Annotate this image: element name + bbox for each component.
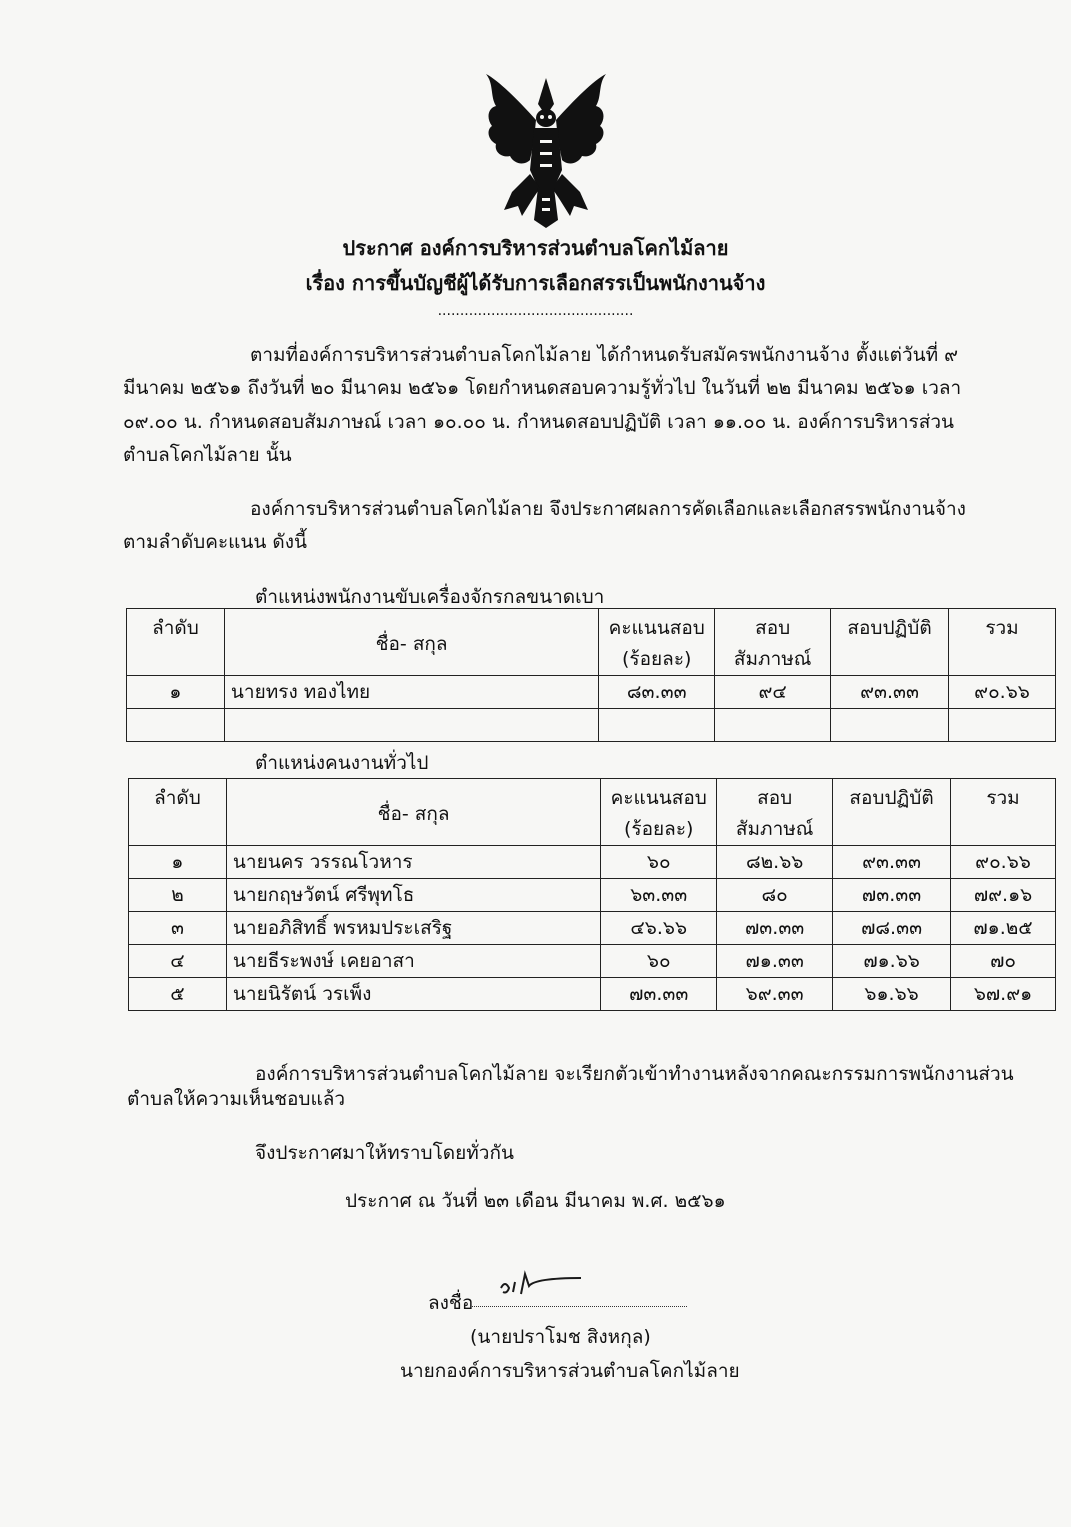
header-practical: สอบปฏิบัติ xyxy=(833,779,951,846)
score-table-2 xyxy=(128,778,1056,1011)
row-total: ๗๑.๒๕ xyxy=(951,912,1056,945)
row-practical: ๙๓.๓๓ xyxy=(831,676,949,709)
row-total: ๙๐.๖๖ xyxy=(951,846,1056,879)
row-interview: ๖๙.๓๓ xyxy=(717,978,833,1011)
row-practical: ๗๘.๓๓ xyxy=(833,912,951,945)
para1-line2: มีนาคม ๒๕๖๑ ถึงวันที่ ๒๐ มีนาคม ๒๕๖๑ โดยกำหนดสอบความรู้ทั่วไป ในวันที่ ๒๒ มีนาคม ๒๕๖๑ เวลา xyxy=(123,377,962,399)
sign-label: ลงชื่อ xyxy=(428,1292,474,1314)
row-order: ๔ xyxy=(129,945,227,978)
row-interview: ๘๒.๖๖ xyxy=(717,846,833,879)
header-total: รวม xyxy=(949,609,1056,676)
row-name: นายนคร วรรณโวหาร xyxy=(226,846,600,879)
table-row xyxy=(129,912,1056,945)
row-exam: ๔๖.๖๖ xyxy=(601,912,717,945)
para2-line1: องค์การบริหารส่วนตำบลโคกไม้ลาย จึงประกาศผลการคัดเลือกและเลือกสรรพนักงานจ้าง xyxy=(250,498,966,520)
row-exam: ๘๓.๓๓ xyxy=(599,676,715,709)
header-order: ลำดับ xyxy=(127,609,225,676)
row-name: นายอภิสิทธิ์ พรหมประเสริฐ xyxy=(226,912,600,945)
row-interview xyxy=(715,709,831,742)
row-practical: ๗๓.๓๓ xyxy=(833,879,951,912)
table-row xyxy=(129,978,1056,1011)
header-name: ชื่อ- สกุล xyxy=(224,609,598,676)
handwritten-signature-icon xyxy=(495,1268,585,1308)
para3-line1: องค์การบริหารส่วนตำบลโคกไม้ลาย จะเรียกตัวเข้าทำงานหลังจากคณะกรรมการพนักงานส่วน xyxy=(255,1063,1014,1085)
row-order: ๒ xyxy=(129,879,227,912)
announcement-title: ประกาศ องค์การบริหารส่วนตำบลโคกไม้ลาย xyxy=(342,236,729,260)
para1-line1: ตามที่องค์การบริหารส่วนตำบลโคกไม้ลาย ได้กำหนดรับสมัครพนักงานจ้าง ตั้งแต่วันที่ ๙ xyxy=(250,344,959,366)
row-order: ๑ xyxy=(129,846,227,879)
row-total: ๖๗.๙๑ xyxy=(951,978,1056,1011)
row-name: นายกฤษวัตน์ ศรีพุทโธ xyxy=(226,879,600,912)
row-exam: ๗๓.๓๓ xyxy=(601,978,717,1011)
row-exam: ๖๓.๓๓ xyxy=(601,879,717,912)
row-interview: ๙๔ xyxy=(715,676,831,709)
row-interview: ๘๐ xyxy=(717,879,833,912)
para2-line2: ตามลำดับคะแนน ดังนี้ xyxy=(123,531,308,553)
row-practical: ๙๓.๓๓ xyxy=(833,846,951,879)
table1-header-row xyxy=(127,609,1056,676)
row-name: นายนิรัตน์ วรเพ็ง xyxy=(226,978,600,1011)
row-exam: ๖๐ xyxy=(601,846,717,879)
row-order: ๑ xyxy=(127,676,225,709)
row-interview: ๗๓.๓๓ xyxy=(717,912,833,945)
row-order: ๕ xyxy=(129,978,227,1011)
row-order: ๓ xyxy=(129,912,227,945)
row-total: ๙๐.๖๖ xyxy=(949,676,1056,709)
table1-caption: ตำแหน่งพนักงานขับเครื่องจักรกลขนาดเบา xyxy=(255,586,605,608)
row-name: นายทรง ทองไทย xyxy=(224,676,598,709)
header-name: ชื่อ- สกุล xyxy=(226,779,600,846)
para3-line2: ตำบลให้ความเห็นชอบแล้ว xyxy=(127,1088,346,1110)
row-interview: ๗๑.๓๓ xyxy=(717,945,833,978)
row-practical xyxy=(831,709,949,742)
header-order: ลำดับ xyxy=(129,779,227,846)
para1-line4: ตำบลโคกไม้ลาย นั้น xyxy=(123,444,292,466)
signer-name: (นายปราโมช สิงหกุล) xyxy=(470,1326,651,1348)
header-exam: คะแนนสอบ (ร้อยละ) xyxy=(601,779,717,846)
row-practical: ๗๑.๖๖ xyxy=(833,945,951,978)
row-order xyxy=(127,709,225,742)
announce-line: จึงประกาศมาให้ทราบโดยทั่วกัน xyxy=(255,1142,514,1164)
date-line: ประกาศ ณ วันที่ ๒๓ เดือน มีนาคม พ.ศ. ๒๕๖๑ xyxy=(345,1190,726,1212)
table2-header-row xyxy=(129,779,1056,846)
row-total xyxy=(949,709,1056,742)
table2-caption: ตำแหน่งคนงานทั่วไป xyxy=(255,752,429,774)
row-name xyxy=(224,709,598,742)
table-row xyxy=(129,945,1056,978)
header-interview: สอบ สัมภาษณ์ xyxy=(717,779,833,846)
header-exam: คะแนนสอบ (ร้อยละ) xyxy=(599,609,715,676)
row-total: ๗๐ xyxy=(951,945,1056,978)
signer-position: นายกองค์การบริหารส่วนตำบลโคกไม้ลาย xyxy=(400,1360,740,1382)
header-interview: สอบ สัมภาษณ์ xyxy=(715,609,831,676)
table-row xyxy=(129,879,1056,912)
row-exam: ๖๐ xyxy=(601,945,717,978)
table-row xyxy=(127,676,1056,709)
table-row xyxy=(127,709,1056,742)
title-separator: ............................................ xyxy=(437,303,634,319)
para1-line3: ๐๙.๐๐ น. กำหนดสอบสัมภาษณ์ เวลา ๑๐.๐๐ น. กำหนดสอบปฏิบัติ เวลา ๑๑.๐๐ น. องค์การบริหารส่วน xyxy=(123,411,954,433)
row-name: นายธีระพงษ์ เคยอาสา xyxy=(226,945,600,978)
header-total: รวม xyxy=(951,779,1056,846)
score-table-1 xyxy=(126,608,1056,742)
header-practical: สอบปฏิบัติ xyxy=(831,609,949,676)
garuda-emblem-icon xyxy=(478,70,614,230)
row-total: ๗๙.๑๖ xyxy=(951,879,1056,912)
row-practical: ๖๑.๖๖ xyxy=(833,978,951,1011)
announcement-subject: เรื่อง การขึ้นบัญชีผู้ได้รับการเลือกสรรเป็นพนักงานจ้าง xyxy=(305,271,766,295)
table-row xyxy=(129,846,1056,879)
row-exam xyxy=(599,709,715,742)
